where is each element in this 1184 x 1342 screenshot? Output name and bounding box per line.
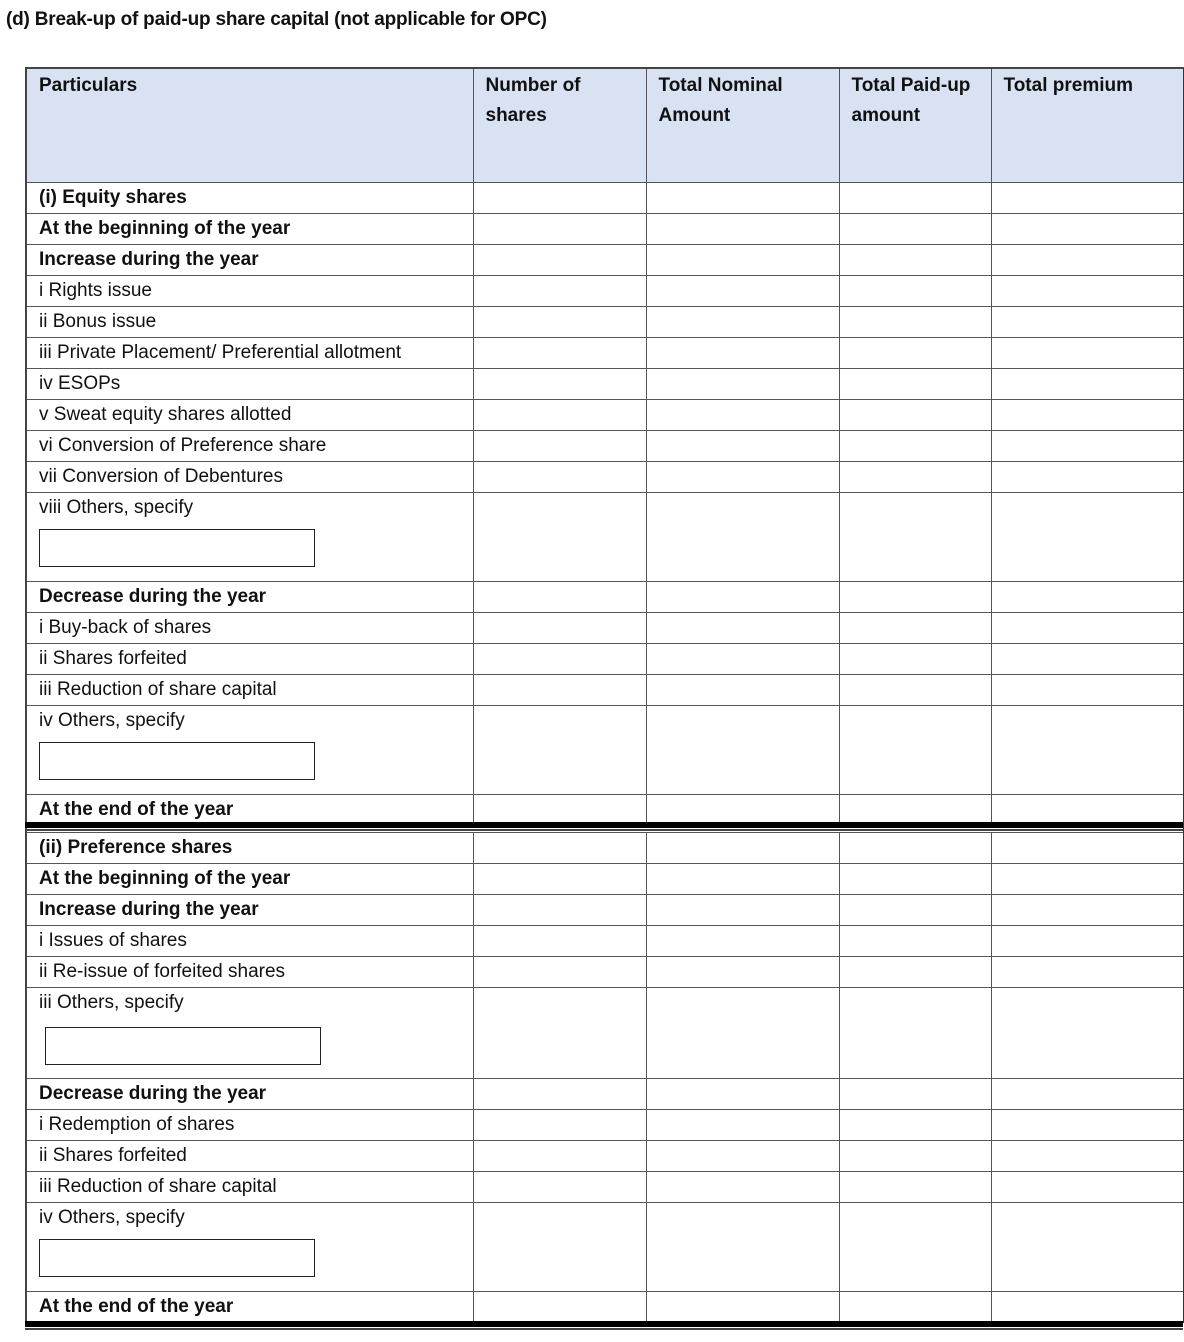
cell-total-nominal-amount[interactable] xyxy=(646,644,839,675)
cell-total-nominal-amount[interactable] xyxy=(646,462,839,493)
table-row xyxy=(26,895,1184,926)
cell-number-of-shares[interactable] xyxy=(473,926,646,957)
cell-total-premium[interactable] xyxy=(991,1079,1184,1110)
table-row xyxy=(26,613,1184,644)
table-row xyxy=(26,183,1184,214)
cell-total-paid-up-amount[interactable] xyxy=(839,957,991,988)
cell-number-of-shares[interactable] xyxy=(473,644,646,675)
cell-total-premium[interactable] xyxy=(991,833,1184,864)
cell-total-paid-up-amount[interactable] xyxy=(839,613,991,644)
table-row xyxy=(26,276,1184,307)
cell-total-premium[interactable] xyxy=(991,644,1184,675)
equity-inc-item-label: iii Private Placement/ Preferential allotment xyxy=(26,338,473,369)
cell-total-premium[interactable] xyxy=(991,1203,1184,1292)
preference-inc-others-input[interactable] xyxy=(45,1027,321,1065)
cell-total-paid-up-amount[interactable] xyxy=(839,895,991,926)
preference-inc-item-label: i Issues of shares xyxy=(26,926,473,957)
table-row xyxy=(26,1110,1184,1141)
table-row xyxy=(26,988,1184,1079)
cell-total-nominal-amount[interactable] xyxy=(646,1172,839,1203)
cell-total-premium[interactable] xyxy=(991,613,1184,644)
cell-total-premium[interactable] xyxy=(991,1141,1184,1172)
table-row xyxy=(26,214,1184,245)
table-row xyxy=(26,675,1184,706)
cell-total-paid-up-amount[interactable] xyxy=(839,183,991,214)
cell-number-of-shares[interactable] xyxy=(473,1292,646,1323)
cell-total-premium[interactable] xyxy=(991,431,1184,462)
cell-total-premium[interactable] xyxy=(991,214,1184,245)
cell-total-premium[interactable] xyxy=(991,276,1184,307)
equity-inc-item-label: i Rights issue xyxy=(26,276,473,307)
preference-dec-others-input[interactable] xyxy=(39,1239,315,1277)
cell-total-premium[interactable] xyxy=(991,462,1184,493)
cell-total-premium[interactable] xyxy=(991,675,1184,706)
equity-increase-label: Increase during the year xyxy=(26,245,473,276)
cell-total-premium[interactable] xyxy=(991,895,1184,926)
preference-dec-item-label: iii Reduction of share capital xyxy=(26,1172,473,1203)
cell-total-paid-up-amount[interactable] xyxy=(839,338,991,369)
cell-number-of-shares[interactable] xyxy=(473,214,646,245)
cell-number-of-shares[interactable] xyxy=(473,307,646,338)
equity-decrease-label: Decrease during the year xyxy=(26,582,473,613)
equity-inc-item-label: vii Conversion of Debentures xyxy=(26,462,473,493)
equity-dec-item-label: ii Shares forfeited xyxy=(26,644,473,675)
cell-number-of-shares[interactable] xyxy=(473,1110,646,1141)
cell-total-paid-up-amount[interactable] xyxy=(839,431,991,462)
preference-beginning-label: At the beginning of the year xyxy=(26,864,473,895)
cell-total-nominal-amount[interactable] xyxy=(646,1141,839,1172)
equity-dec-others-label: iv Others, specify xyxy=(39,710,185,731)
cell-total-nominal-amount[interactable] xyxy=(646,895,839,926)
cell-total-paid-up-amount[interactable] xyxy=(839,582,991,613)
cell-total-paid-up-amount[interactable] xyxy=(839,400,991,431)
cell-total-premium[interactable] xyxy=(991,957,1184,988)
table-row xyxy=(26,245,1184,276)
preference-dec-item-label: i Redemption of shares xyxy=(26,1110,473,1141)
cell-total-paid-up-amount[interactable] xyxy=(839,493,991,582)
cell-total-nominal-amount[interactable] xyxy=(646,864,839,895)
cell-total-nominal-amount[interactable] xyxy=(646,613,839,644)
cell-total-premium[interactable] xyxy=(991,795,1184,826)
section-divider-row xyxy=(26,826,1184,833)
cell-total-paid-up-amount[interactable] xyxy=(839,706,991,795)
cell-number-of-shares[interactable] xyxy=(473,706,646,795)
table-row xyxy=(26,1203,1184,1292)
equity-inc-item-label: iv ESOPs xyxy=(26,369,473,400)
equity-end-label: At the end of the year xyxy=(26,795,473,826)
cell-total-premium[interactable] xyxy=(991,369,1184,400)
preference-inc-others-cell xyxy=(26,988,473,1079)
cell-number-of-shares[interactable] xyxy=(473,462,646,493)
cell-total-nominal-amount[interactable] xyxy=(646,493,839,582)
cell-total-nominal-amount[interactable] xyxy=(646,833,839,864)
cell-total-paid-up-amount[interactable] xyxy=(839,833,991,864)
cell-number-of-shares[interactable] xyxy=(473,369,646,400)
table-row xyxy=(26,644,1184,675)
equity-inc-item-label: vi Conversion of Preference share xyxy=(26,431,473,462)
table-row xyxy=(26,1292,1184,1323)
column-header-total-premium: Total premium xyxy=(991,68,1184,183)
cell-total-premium[interactable] xyxy=(991,864,1184,895)
preference-dec-others-label: iv Others, specify xyxy=(39,1207,185,1228)
cell-total-paid-up-amount[interactable] xyxy=(839,462,991,493)
section-title: (d) Break-up of paid-up share capital (not applicable for OPC) xyxy=(6,9,547,30)
cell-total-nominal-amount[interactable] xyxy=(646,183,839,214)
cell-number-of-shares[interactable] xyxy=(473,183,646,214)
column-header-number-of-shares: Number of shares xyxy=(473,68,646,183)
table-header-row xyxy=(26,68,1184,183)
cell-number-of-shares[interactable] xyxy=(473,1203,646,1292)
table-row xyxy=(26,462,1184,493)
preference-inc-item-label: ii Re-issue of forfeited shares xyxy=(26,957,473,988)
equity-inc-others-label: viii Others, specify xyxy=(39,497,194,518)
table-row xyxy=(26,582,1184,613)
column-header-particulars: Particulars xyxy=(26,68,473,183)
preference-dec-item-label: ii Shares forfeited xyxy=(26,1141,473,1172)
cell-total-nominal-amount[interactable] xyxy=(646,1203,839,1292)
cell-total-paid-up-amount[interactable] xyxy=(839,1110,991,1141)
table-row xyxy=(26,706,1184,795)
cell-total-premium[interactable] xyxy=(991,1110,1184,1141)
cell-total-premium[interactable] xyxy=(991,493,1184,582)
table-row xyxy=(26,864,1184,895)
cell-number-of-shares[interactable] xyxy=(473,276,646,307)
equity-dec-item-label: iii Reduction of share capital xyxy=(26,675,473,706)
cell-total-nominal-amount[interactable] xyxy=(646,276,839,307)
table-row xyxy=(26,926,1184,957)
cell-number-of-shares[interactable] xyxy=(473,613,646,644)
cell-number-of-shares[interactable] xyxy=(473,988,646,1079)
cell-number-of-shares[interactable] xyxy=(473,245,646,276)
cell-total-paid-up-amount[interactable] xyxy=(839,1203,991,1292)
cell-total-premium[interactable] xyxy=(991,307,1184,338)
cell-total-paid-up-amount[interactable] xyxy=(839,988,991,1079)
section-divider xyxy=(26,826,1184,833)
cell-number-of-shares[interactable] xyxy=(473,833,646,864)
cell-total-paid-up-amount[interactable] xyxy=(839,214,991,245)
table-row xyxy=(26,1172,1184,1203)
cell-total-nominal-amount[interactable] xyxy=(646,1079,839,1110)
cell-number-of-shares[interactable] xyxy=(473,338,646,369)
table-row xyxy=(26,1079,1184,1110)
cell-total-paid-up-amount[interactable] xyxy=(839,1292,991,1323)
cell-total-paid-up-amount[interactable] xyxy=(839,1141,991,1172)
cell-total-paid-up-amount[interactable] xyxy=(839,1172,991,1203)
preference-end-label: At the end of the year xyxy=(26,1292,473,1323)
cell-total-nominal-amount[interactable] xyxy=(646,926,839,957)
table-row xyxy=(26,795,1184,826)
equity-dec-others-cell xyxy=(26,706,473,795)
table-row xyxy=(26,307,1184,338)
equity-inc-item-label: v Sweat equity shares allotted xyxy=(26,400,473,431)
cell-number-of-shares[interactable] xyxy=(473,400,646,431)
preference-increase-label: Increase during the year xyxy=(26,895,473,926)
cell-number-of-shares[interactable] xyxy=(473,1141,646,1172)
cell-total-nominal-amount[interactable] xyxy=(646,957,839,988)
table-row xyxy=(26,1141,1184,1172)
cell-number-of-shares[interactable] xyxy=(473,493,646,582)
cell-number-of-shares[interactable] xyxy=(473,895,646,926)
cell-total-paid-up-amount[interactable] xyxy=(839,1079,991,1110)
cell-total-premium[interactable] xyxy=(991,338,1184,369)
table-row xyxy=(26,833,1184,864)
equity-inc-item-label: ii Bonus issue xyxy=(26,307,473,338)
preference-dec-others-cell xyxy=(26,1203,473,1292)
table-row xyxy=(26,493,1184,582)
cell-number-of-shares[interactable] xyxy=(473,1172,646,1203)
equity-beginning-label: At the beginning of the year xyxy=(26,214,473,245)
equity-heading: (i) Equity shares xyxy=(26,183,473,214)
cell-total-premium[interactable] xyxy=(991,1172,1184,1203)
cell-number-of-shares[interactable] xyxy=(473,1079,646,1110)
cell-total-paid-up-amount[interactable] xyxy=(839,644,991,675)
cell-total-nominal-amount[interactable] xyxy=(646,214,839,245)
cell-total-paid-up-amount[interactable] xyxy=(839,864,991,895)
cell-number-of-shares[interactable] xyxy=(473,864,646,895)
cell-total-nominal-amount[interactable] xyxy=(646,1292,839,1323)
cell-number-of-shares[interactable] xyxy=(473,795,646,826)
cell-total-premium[interactable] xyxy=(991,183,1184,214)
cell-total-nominal-amount[interactable] xyxy=(646,988,839,1079)
equity-dec-others-input[interactable] xyxy=(39,742,315,780)
equity-inc-others-cell xyxy=(26,493,473,582)
cell-total-nominal-amount[interactable] xyxy=(646,245,839,276)
cell-number-of-shares[interactable] xyxy=(473,957,646,988)
table-row xyxy=(26,400,1184,431)
column-header-total-paid-up-amount: Total Paid-up amount xyxy=(839,68,991,183)
cell-total-premium[interactable] xyxy=(991,1292,1184,1323)
cell-total-paid-up-amount[interactable] xyxy=(839,926,991,957)
cell-total-paid-up-amount[interactable] xyxy=(839,675,991,706)
equity-inc-others-input[interactable] xyxy=(39,529,315,567)
table-row xyxy=(26,957,1184,988)
cell-total-premium[interactable] xyxy=(991,400,1184,431)
cell-total-nominal-amount[interactable] xyxy=(646,675,839,706)
cell-total-premium[interactable] xyxy=(991,988,1184,1079)
cell-total-nominal-amount[interactable] xyxy=(646,431,839,462)
table-row xyxy=(26,369,1184,400)
cell-total-paid-up-amount[interactable] xyxy=(839,795,991,826)
cell-total-paid-up-amount[interactable] xyxy=(839,307,991,338)
table-row xyxy=(26,338,1184,369)
cell-total-paid-up-amount[interactable] xyxy=(839,369,991,400)
cell-total-nominal-amount[interactable] xyxy=(646,369,839,400)
cell-total-nominal-amount[interactable] xyxy=(646,795,839,826)
cell-total-premium[interactable] xyxy=(991,926,1184,957)
cell-total-paid-up-amount[interactable] xyxy=(839,276,991,307)
cell-total-premium[interactable] xyxy=(991,706,1184,795)
cell-total-nominal-amount[interactable] xyxy=(646,1110,839,1141)
cell-total-nominal-amount[interactable] xyxy=(646,400,839,431)
cell-number-of-shares[interactable] xyxy=(473,582,646,613)
share-capital-table xyxy=(25,67,1184,1323)
cell-number-of-shares[interactable] xyxy=(473,675,646,706)
cell-total-nominal-amount[interactable] xyxy=(646,582,839,613)
cell-total-nominal-amount[interactable] xyxy=(646,307,839,338)
preference-heading: (ii) Preference shares xyxy=(26,833,473,864)
cell-total-paid-up-amount[interactable] xyxy=(839,245,991,276)
preference-inc-others-label: iii Others, specify xyxy=(39,992,184,1013)
column-header-total-nominal-amount: Total Nominal Amount xyxy=(646,68,839,183)
preference-decrease-label: Decrease during the year xyxy=(26,1079,473,1110)
equity-dec-item-label: i Buy-back of shares xyxy=(26,613,473,644)
cell-total-premium[interactable] xyxy=(991,582,1184,613)
table-row xyxy=(26,431,1184,462)
cell-total-nominal-amount[interactable] xyxy=(646,338,839,369)
cell-total-nominal-amount[interactable] xyxy=(646,706,839,795)
cell-total-premium[interactable] xyxy=(991,245,1184,276)
cell-number-of-shares[interactable] xyxy=(473,431,646,462)
